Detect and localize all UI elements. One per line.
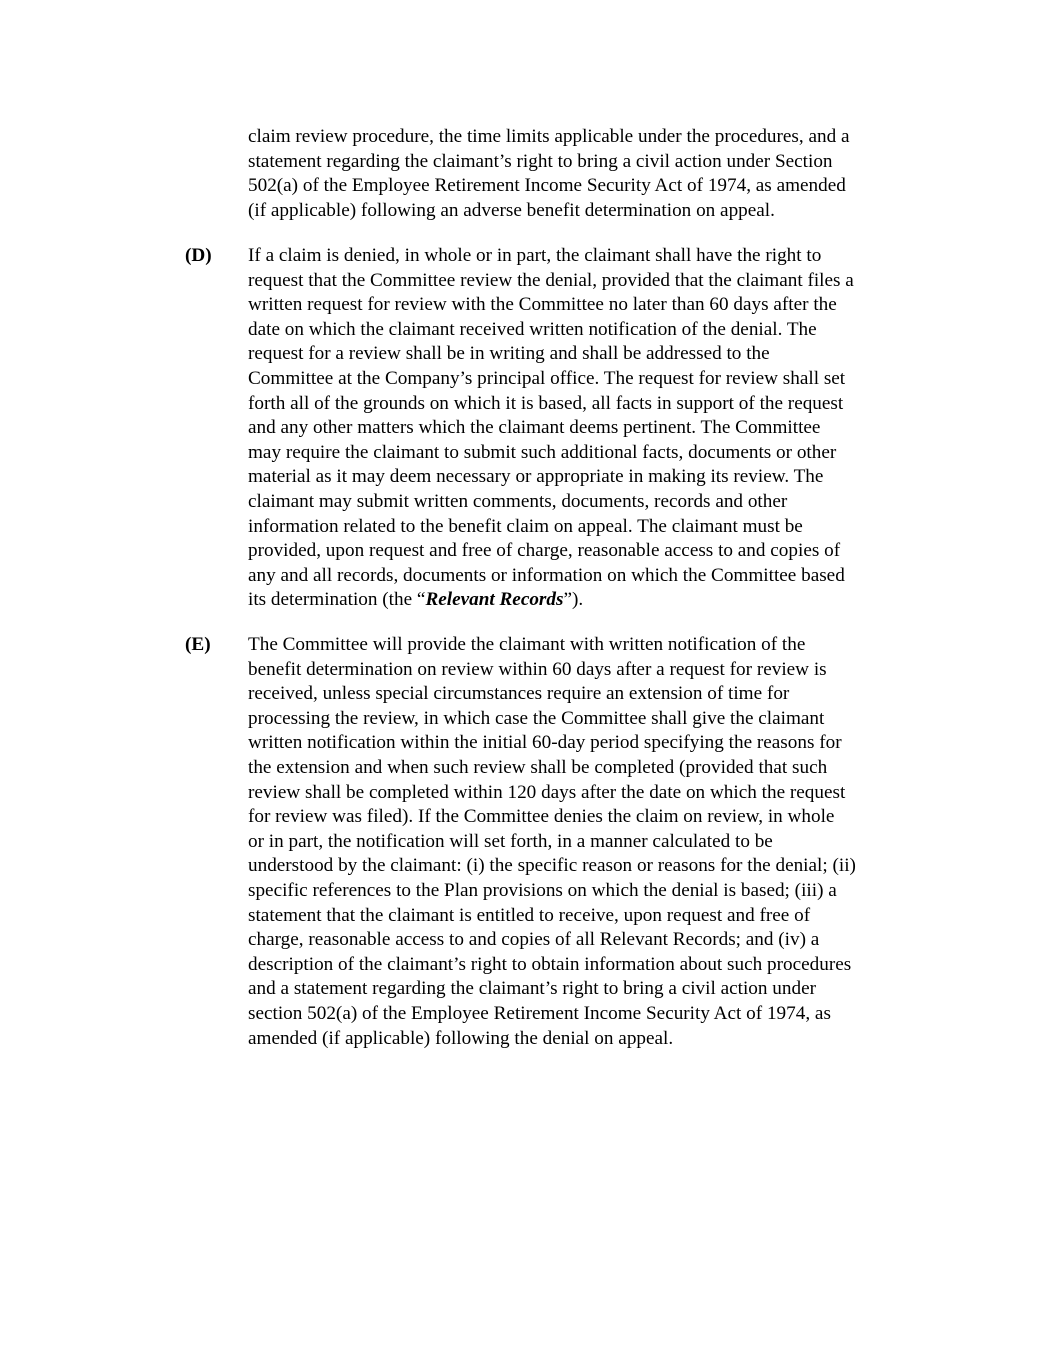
text-line: 502(a) of the Employee Retirement Income Security Act of 1974, as amended xyxy=(248,175,846,197)
text-line: provided, upon request and free of charge, reasonable access to and copies of xyxy=(248,540,841,562)
section-d-marker: (D) xyxy=(185,245,212,266)
text-line: description of the claimant’s right to obtain information about such procedures xyxy=(248,953,852,975)
text-line: If a claim is denied, in whole or in part, the claimant shall have the right to xyxy=(248,245,822,266)
text-line: may require the claimant to submit such additional facts, documents or other xyxy=(248,441,837,463)
text-line: information related to the benefit claim on appeal. The claimant must be xyxy=(248,515,803,537)
text-line: understood by the claimant: (i) the specific reason or reasons for the denial; (ii) xyxy=(248,855,856,877)
text-line: and a statement regarding the claimant’s right to bring a civil action under xyxy=(248,978,816,1000)
text-line: and any other matters which the claimant deems pertinent. The Committee xyxy=(248,417,821,439)
text-line: statement regarding the claimant’s right to bring a civil action under Section xyxy=(248,150,833,172)
text-line: date on which the claimant received written notification of the denial. The xyxy=(248,318,817,340)
text-line: material as it may deem necessary or appropriate in making its review. The xyxy=(248,466,824,488)
text-line: written notification within the initial 60-day period specifying the reasons for xyxy=(248,732,842,754)
text-line: received, unless special circumstances require an extension of time for xyxy=(248,683,790,705)
text-line: processing the review, in which case the Committee shall give the claimant xyxy=(248,707,825,729)
section-d-paragraph xyxy=(248,244,908,613)
section-e-marker: (E) xyxy=(185,634,211,655)
text-line: statement that the claimant is entitled to receive, upon request and free of xyxy=(248,904,811,926)
text-line: the extension and when such review shall be completed (provided that such xyxy=(248,756,828,778)
text-line: section 502(a) of the Employee Retirement Income Security Act of 1974, as xyxy=(248,1002,831,1024)
text-line: for review was filed). If the Committee denies the claim on review, in whole xyxy=(248,806,835,828)
text-line: charge, reasonable access to and copies of all Relevant Records; and (iv) a xyxy=(248,929,820,951)
text-line-last xyxy=(248,588,908,613)
text-line: Committee at the Company’s principal office. The request for review shall set xyxy=(248,367,846,389)
continuation-paragraph xyxy=(248,125,908,223)
text-line: forth all of the grounds on which it is based, all facts in support of the request xyxy=(248,392,844,414)
text-line: benefit determination on review within 60 days after a request for review is xyxy=(248,658,827,680)
text-line: specific references to the Plan provisions on which the denial is based; (iii) a xyxy=(248,879,837,901)
text-line: review shall be completed within 120 days after the date on which the request xyxy=(248,781,846,803)
text-line: (if applicable) following an adverse benefit determination on appeal. xyxy=(248,199,775,221)
text-line: amended (if applicable) following the denial on appeal. xyxy=(248,1027,674,1049)
text-line: claimant may submit written comments, documents, records and other xyxy=(248,490,788,512)
defined-term: Relevant Records xyxy=(425,589,564,611)
text-line: written request for review with the Committee no later than 60 days after the xyxy=(248,294,837,316)
text-line: claim review procedure, the time limits applicable under the procedures, and a xyxy=(248,126,850,147)
last-line-suffix: ”). xyxy=(563,589,584,611)
text-line: The Committee will provide the claimant with written notification of the xyxy=(248,634,806,655)
section-e-paragraph xyxy=(248,633,908,1051)
text-line: any and all records, documents or information on which the Committee based xyxy=(248,564,845,586)
text-line: or in part, the notification will set forth, in a manner calculated to be xyxy=(248,830,773,852)
text-line: request for a review shall be in writing and shall be addressed to the xyxy=(248,343,770,365)
text-line: request that the Committee review the denial, provided that the claimant files a xyxy=(248,269,854,291)
last-line-prefix: its determination (the “ xyxy=(248,589,426,611)
